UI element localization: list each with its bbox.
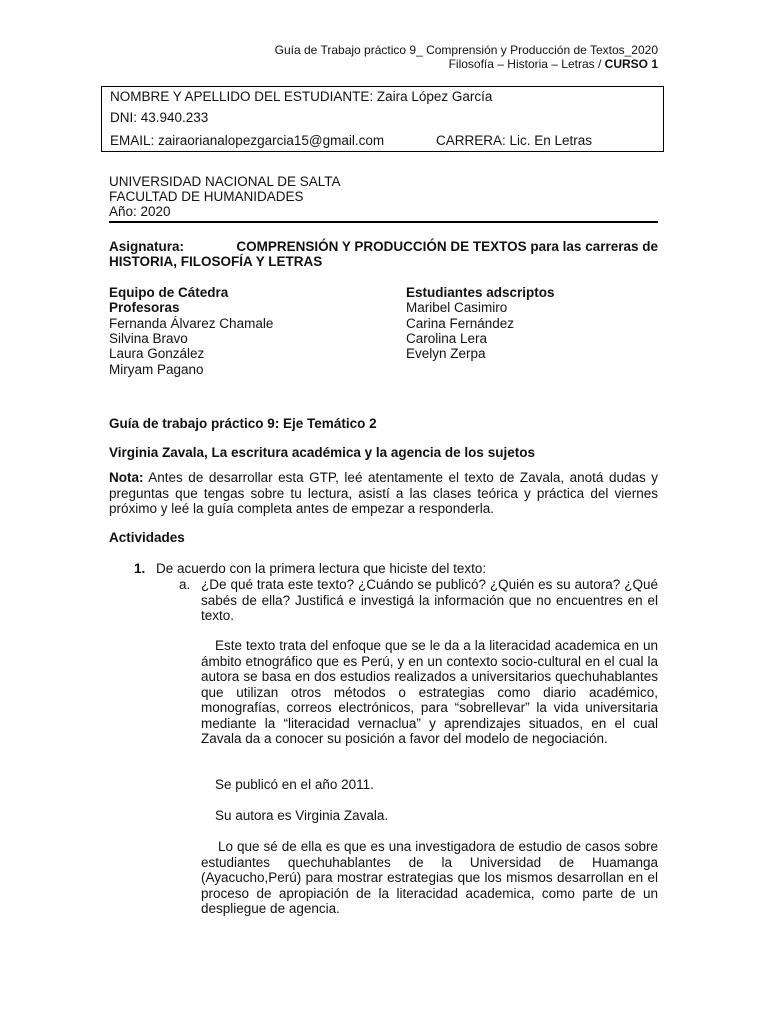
student-career: CARRERA: Lic. En Letras: [436, 133, 593, 148]
note-label: Nota:: [109, 470, 144, 485]
profesora-item: Laura González: [109, 346, 205, 361]
reading-title: Virginia Zavala, La escritura académica y la agencia de los sujetos: [109, 445, 535, 460]
profesora-item: Silvina Bravo: [109, 331, 188, 346]
guide-title: Guía de trabajo práctico 9: Eje Temático 2: [109, 416, 377, 431]
item-a-letter: a.: [179, 577, 191, 592]
answer-paragraph: Se publicó en el año 2011.: [215, 777, 374, 792]
answer-paragraph: Su autora es Virginia Zavala.: [215, 808, 389, 823]
header-course: CURSO 1: [604, 57, 658, 71]
faculty-name: FACULTAD DE HUMANIDADES: [109, 189, 304, 204]
student-name: NOMBRE Y APELLIDO DEL ESTUDIANTE: Zaira López García: [110, 89, 493, 104]
student-email: EMAIL: zairaorianalopezgarcia15@gmail.com: [110, 133, 385, 148]
profesoras-title: Profesoras: [109, 300, 180, 315]
team-title: Equipo de Cátedra: [109, 285, 229, 300]
activities-title: Actividades: [109, 530, 185, 545]
header-line-2: [449, 57, 658, 71]
profesora-item: Fernanda Álvarez Chamale: [109, 316, 274, 331]
student-info-box: [101, 86, 664, 152]
header-divider: [109, 221, 658, 223]
header-courses: Filosofía – Historia – Letras /: [448, 57, 605, 71]
header-line-1: Guía de Trabajo práctico 9_ Comprensión y Producción de Textos_2020: [274, 43, 658, 57]
note-text: Antes de desarrollar esta GTP, leé atentamente el texto de Zavala, anotá dudas y preguntas que tengas sobre tu lectura, asistí a las clases teórica y práctica del viernes próximo y leé la guía completa antes de empezar a responderla.: [109, 470, 658, 516]
adscripto-item: Evelyn Zerpa: [406, 346, 486, 361]
answer-paragraph: Este texto trata del enfoque que se le da a la literacidad academica en un ámbito etnográfico que es Perú, y en un contexto socio-cultural en el cual la autora se basa en dos estudios realizados a universitarios quechuhablantes que utilizan otros métodos o estrategias como diario académico, monografías, correos electrónicos, para “sobrellevar” la vida universitaria mediante la “literacidad vernaclua” y aprendizajes situados, en el cual Zavala da a conocer su posición a favor del modelo de negociación.: [201, 638, 658, 746]
student-dni: DNI: 43.940.233: [110, 110, 209, 125]
profesora-item: Miryam Pagano: [109, 362, 204, 377]
adscripto-item: Carina Fernández: [406, 316, 515, 331]
adscripto-item: Carolina Lera: [406, 331, 488, 346]
guide-note: [109, 470, 658, 517]
item-a-question: ¿De qué trata este texto? ¿Cuándo se publicó? ¿Quién es su autora? ¿Qué sabés de ella? Justificá e investigá la información que no encuentres en el texto.: [201, 577, 658, 623]
university-name: UNIVERSIDAD NACIONAL DE SALTA: [109, 174, 341, 189]
adscripto-item: Maribel Casimiro: [406, 300, 508, 315]
adscriptos-title: Estudiantes adscriptos: [406, 285, 555, 300]
subject-label: Asignatura:: [109, 239, 185, 254]
subject-title: COMPRENSIÓN Y PRODUCCIÓN DE TEXTOS para las carreras de: [236, 239, 658, 254]
activity-intro: De acuerdo con la primera lectura que hiciste del texto:: [156, 561, 487, 576]
academic-year: Año: 2020: [109, 204, 171, 219]
activity-number: 1.: [134, 561, 146, 576]
answer-paragraph: Lo que sé de ella es que es una investigadora de estudio de casos sobre estudiantes quechuhablantes de la Universidad de Huamanga (Ayacucho,Perú) para mostrar estrategias que los mismos desarrollan en el proceso de apropiación de la literacidad academica, como parte de un despliegue de agencia.: [201, 839, 658, 916]
subject-careers: HISTORIA, FILOSOFÍA Y LETRAS: [109, 254, 323, 269]
